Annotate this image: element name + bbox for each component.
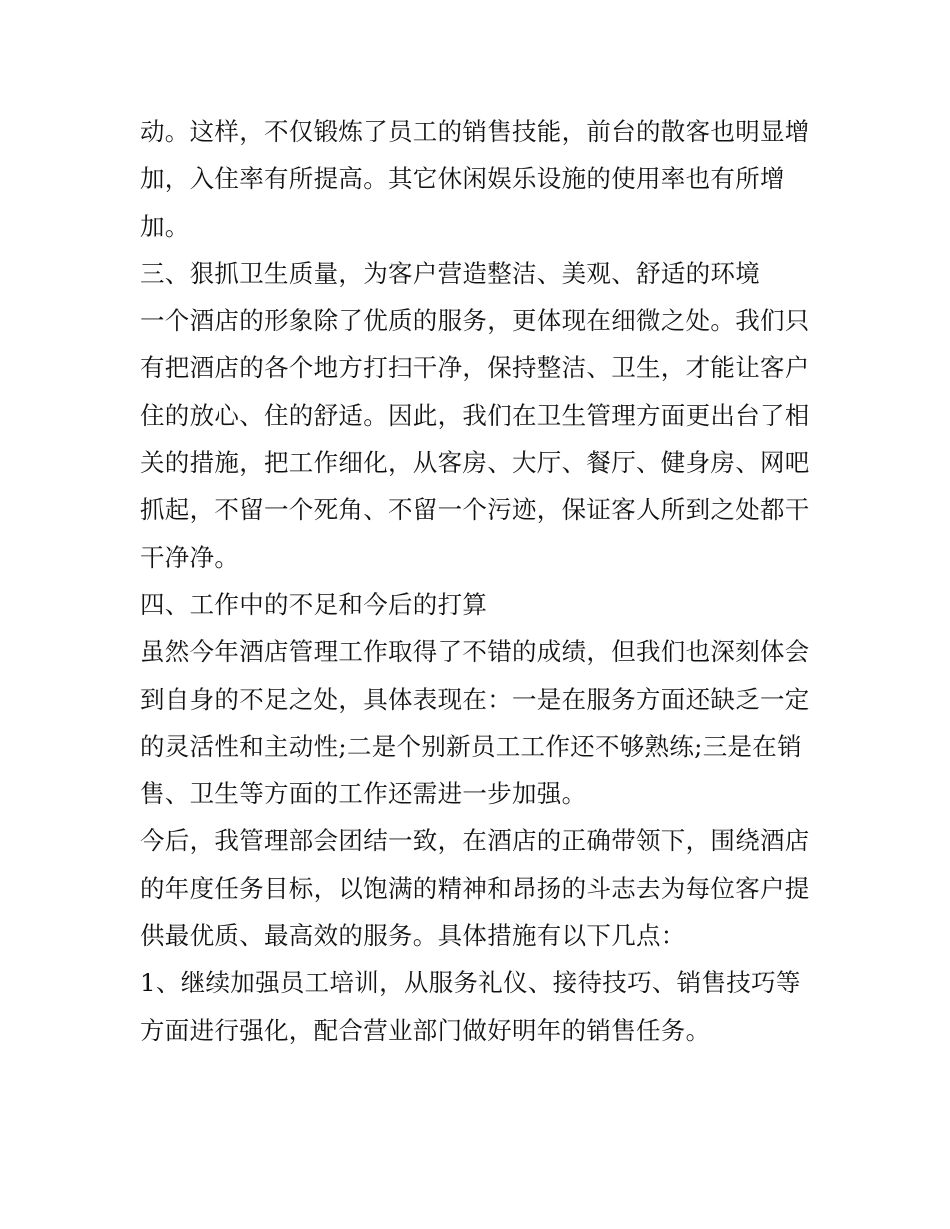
text-line: 的灵活性和主动性;二是个别新员工工作还不够熟练;三是在销 xyxy=(140,731,802,761)
text-line: 住的放心、住的舒适。因此，我们在卫生管理方面更出台了相 xyxy=(140,400,810,430)
text-line: 虽然今年酒店管理工作取得了不错的成绩，但我们也深刻体会 xyxy=(140,637,810,667)
text-line: 关的措施，把工作细化，从客房、大厅、餐厅、健身房、网吧 xyxy=(140,448,810,478)
list-item: 1、继续加强员工培训，从服务礼仪、接待技巧、销售技巧等 xyxy=(140,968,801,998)
document-body xyxy=(140,108,820,1054)
text-line: 今后，我管理部会团结一致，在酒店的正确带领下，围绕酒店 xyxy=(140,826,810,856)
text-line: 一个酒店的形象除了优质的服务，更体现在细微之处。我们只 xyxy=(140,306,810,336)
text-line: 售、卫生等方面的工作还需进一步加强。 xyxy=(140,779,587,809)
text-line: 动。这样，不仅锻炼了员工的销售技能，前台的散客也明显增 xyxy=(140,117,810,146)
text-line: 加。 xyxy=(140,211,190,241)
text-line: 有把酒店的各个地方打扫干净，保持整洁、卫生，才能让客户 xyxy=(140,353,810,383)
section-heading: 三、狠抓卫生质量，为客户营造整洁、美观、舒适的环境 xyxy=(140,258,760,288)
text-line: 的年度任务目标，以饱满的精神和昂扬的斗志去为每位客户提 xyxy=(140,873,810,903)
text-line: 抓起，不留一个死角、不留一个污迹，保证客人所到之处都干 xyxy=(140,495,810,525)
text-line: 到自身的不足之处，具体表现在：一是在服务方面还缺乏一定 xyxy=(140,684,810,714)
text-line: 方面进行强化，配合营业部门做好明年的销售任务。 xyxy=(140,1015,711,1045)
text-line: 供最优质、最高效的服务。具体措施有以下几点： xyxy=(140,921,686,951)
text-line: 加，入住率有所提高。其它休闲娱乐设施的使用率也有所增 xyxy=(140,164,785,194)
section-heading: 四、工作中的不足和今后的打算 xyxy=(140,589,488,619)
text-line: 干净净。 xyxy=(140,542,240,572)
